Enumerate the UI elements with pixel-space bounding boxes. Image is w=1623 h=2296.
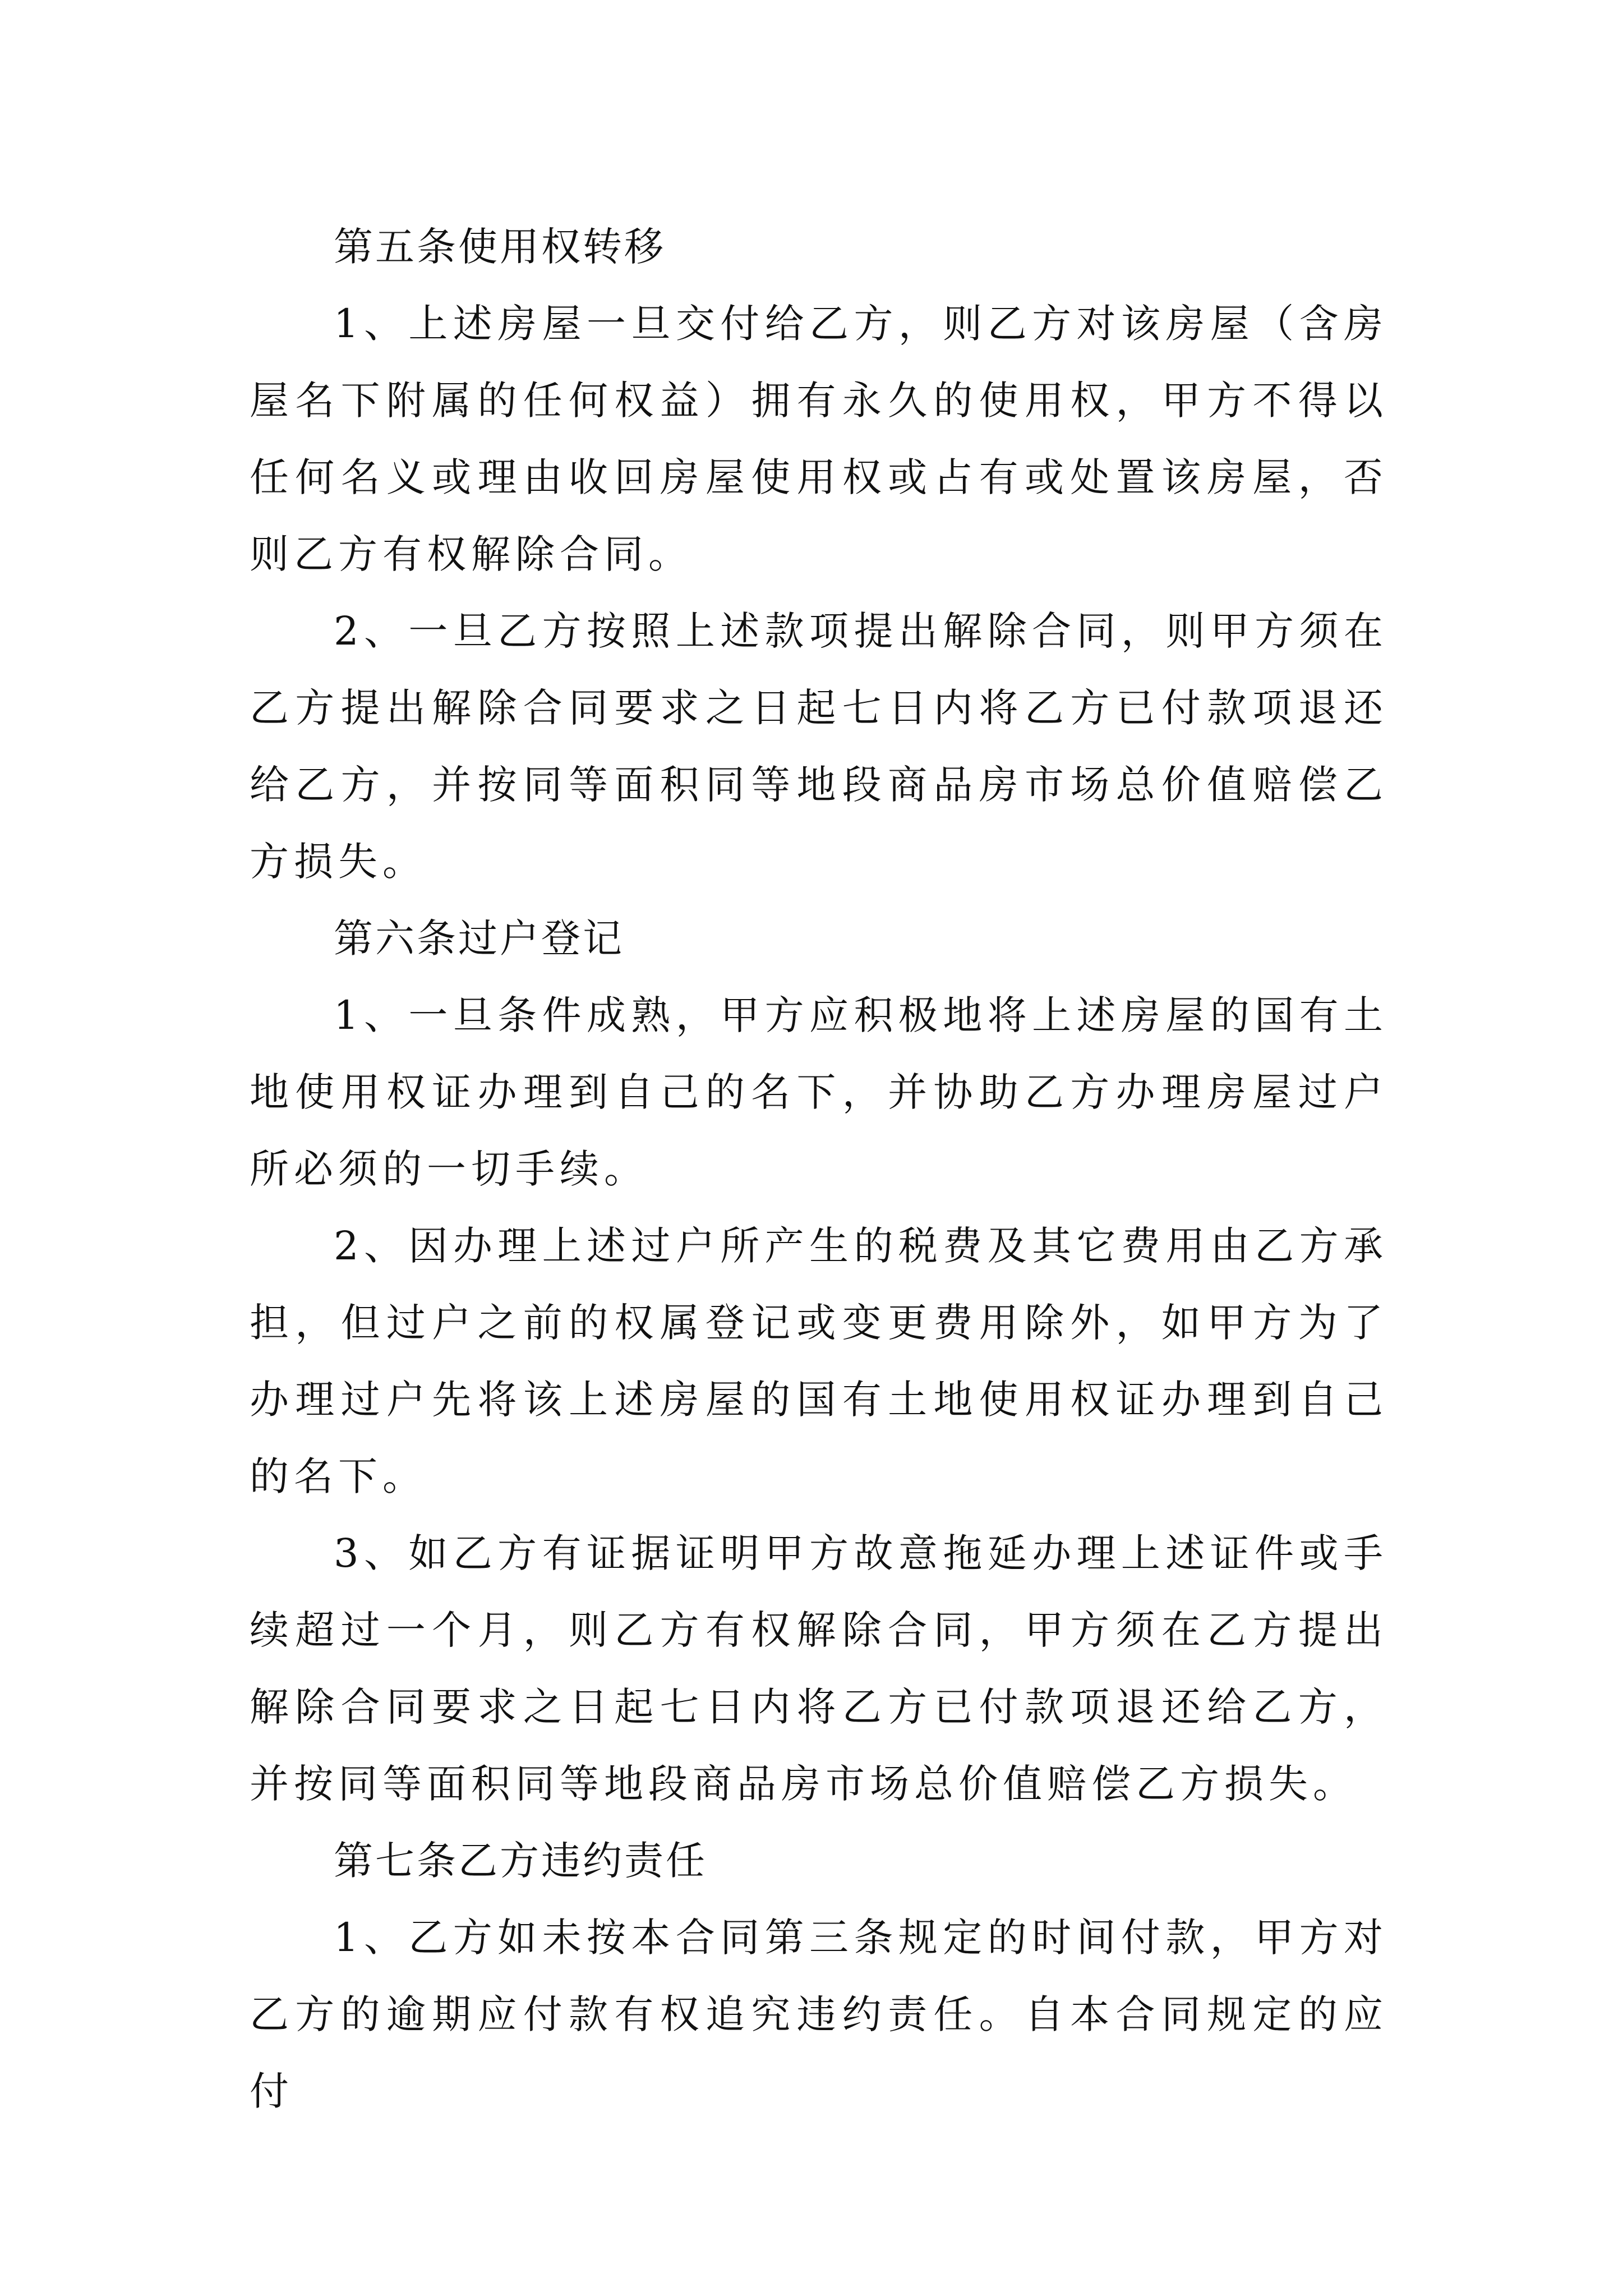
article-5-heading: 第五条使用权转移 [334,224,666,270]
article-5-clause-2: 2、一旦乙方按照上述款项提出解除合同，则甲方须在乙方提出解除合同要求之日起七日内将乙方已付款项退还给乙方，并按同等面积同等地段商品房市场总价值赔偿乙方损失。 [250,608,1388,885]
article-6-clause-1: 1、一旦条件成熟，甲方应积极地将上述房屋的国有土地使用权证办理到自己的名下，并协助乙方办理房屋过户所必须的一切手续。 [250,992,1388,1192]
article-7-heading: 第七条乙方违约责任 [334,1838,707,1884]
article-6-clause-2: 2、因办理上述过户所产生的税费及其它费用由乙方承担，但过户之前的权属登记或变更费用除外，如甲方为了办理过户先将该上述房屋的国有土地使用权证办理到自己的名下。 [250,1223,1388,1499]
article-6-clause-3: 3、如乙方有证据证明甲方故意拖延办理上述证件或手续超过一个月，则乙方有权解除合同，甲方须在乙方提出解除合同要求之日起七日内将乙方已付款项退还给乙方，并按同等面积同等地段商品房市场总价值赔偿乙方损失。 [250,1530,1388,1807]
document-page [250,209,1388,2130]
article-7-clause-1: 1、乙方如未按本合同第三条规定的时间付款，甲方对乙方的逾期应付款有权追究违约责任。自本合同规定的应付 [250,1915,1388,2114]
article-6-heading: 第六条过户登记 [334,915,624,961]
article-5-clause-1: 1、上述房屋一旦交付给乙方，则乙方对该房屋（含房屋名下附属的任何权益）拥有永久的使用权，甲方不得以任何名义或理由收回房屋使用权或占有或处置该房屋，否则乙方有权解除合同。 [250,301,1388,577]
